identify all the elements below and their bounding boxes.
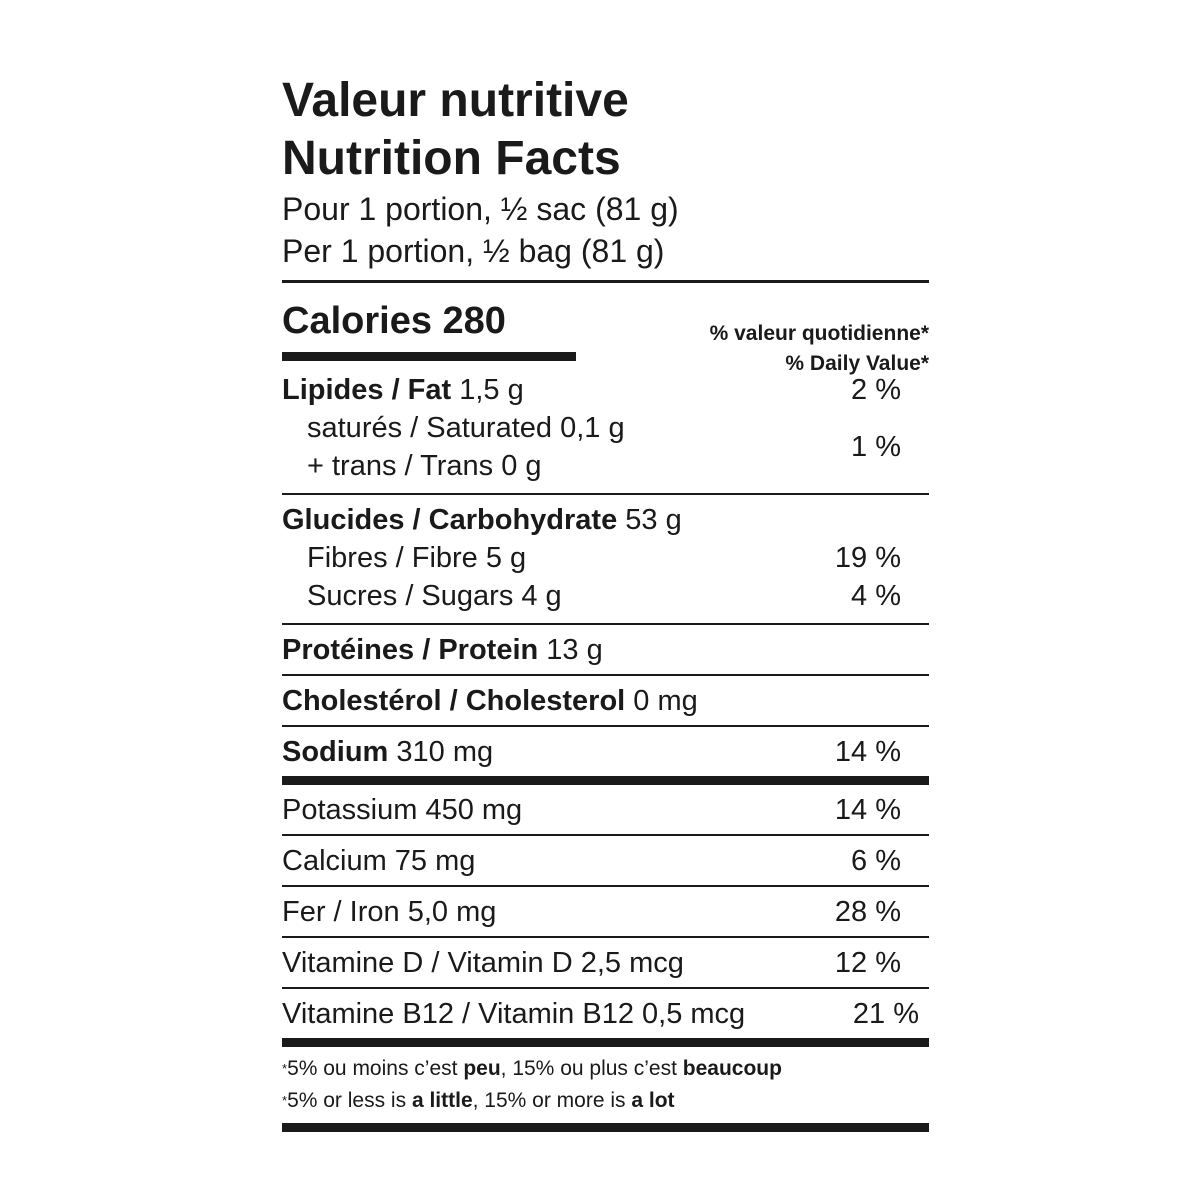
thick-divider-rule (282, 1123, 929, 1132)
footnote-text: , 15% ou plus c’est (500, 1057, 683, 1080)
footnote-star: * (282, 1093, 288, 1108)
footnote-emphasis: beaucoup (682, 1057, 782, 1080)
title-french: Valeur nutritive (282, 74, 629, 127)
mineral-row (282, 989, 929, 1038)
carbohydrate-label: Glucides / Carbohydrate (282, 504, 618, 536)
mineral-row (282, 785, 929, 834)
calories-block (282, 283, 929, 375)
footnote-emphasis: a lot (631, 1089, 675, 1112)
mineral-row (282, 938, 929, 987)
mineral-label: Potassium 450 mg (282, 794, 523, 826)
protein-line (282, 631, 603, 669)
calories-rule (282, 352, 576, 361)
protein-row (282, 625, 929, 674)
footnote-emphasis: peu (463, 1057, 501, 1080)
mineral-row (282, 836, 929, 885)
fat-amount: 1,5 g (459, 374, 524, 406)
footnote-text: 5% or less is (287, 1089, 412, 1112)
serving-size-french: Pour 1 portion, ½ sac (81 g) (282, 191, 679, 227)
trans-row: + trans / Trans 0 g (307, 450, 542, 482)
footnote-french (282, 1053, 929, 1085)
carbohydrate-amount: 53 g (625, 504, 682, 536)
sugars-row (282, 577, 929, 615)
protein-amount: 13 g (546, 634, 603, 666)
footnote-star: * (282, 1061, 288, 1076)
daily-value-header-french: % valeur quotidienne* (709, 322, 929, 345)
mineral-percent: 21 % (852, 998, 919, 1030)
sugars-label: Sucres / Sugars 4 g (307, 580, 562, 612)
fat-section (282, 371, 929, 493)
fat-row (282, 371, 929, 409)
saturated-trans-group (282, 409, 929, 485)
calories-label: Calories 280 (282, 300, 506, 342)
sodium-amount: 310 mg (396, 736, 494, 768)
daily-value-header (710, 319, 929, 379)
thick-divider-rule (282, 776, 929, 785)
nutrition-facts-panel (282, 72, 929, 1132)
cholesterol-row (282, 676, 929, 725)
fibre-row (282, 539, 929, 577)
saturated-row: saturés / Saturated 0,1 g (307, 412, 625, 444)
carbohydrate-row (282, 501, 929, 539)
fat-label: Lipides / Fat (282, 374, 452, 406)
mineral-percent: 6 % (851, 845, 901, 877)
mineral-percent: 28 % (834, 896, 901, 928)
cholesterol-line (282, 682, 698, 720)
sodium-label: Sodium (282, 736, 389, 768)
footnote-emphasis: a little (411, 1089, 473, 1112)
sodium-row (282, 727, 929, 776)
cholesterol-label: Cholestérol / Cholesterol (282, 685, 626, 717)
protein-label: Protéines / Protein (282, 634, 539, 666)
title-english: Nutrition Facts (282, 132, 621, 185)
mineral-percent: 12 % (834, 947, 901, 979)
mineral-label: Calcium 75 mg (282, 845, 476, 877)
fibre-label: Fibres / Fibre 5 g (307, 542, 527, 574)
daily-value-header-english: % Daily Value* (785, 352, 929, 375)
footnote-english (282, 1085, 929, 1117)
mineral-label: Vitamine D / Vitamin D 2,5 mcg (282, 947, 684, 979)
sugars-percent: 4 % (851, 580, 901, 612)
sodium-percent: 14 % (834, 736, 901, 768)
fat-percent: 2 % (851, 374, 901, 406)
cholesterol-amount: 0 mg (633, 685, 698, 717)
mineral-label: Fer / Iron 5,0 mg (282, 896, 497, 928)
saturated-trans-percent: 1 % (851, 431, 901, 463)
fibre-percent: 19 % (834, 542, 901, 574)
carbohydrate-section (282, 495, 929, 623)
mineral-percent: 14 % (834, 794, 901, 826)
sodium-line (282, 733, 493, 771)
footnote-text: 5% ou moins c’est (287, 1057, 464, 1080)
thick-divider-rule (282, 1038, 929, 1047)
footnote (282, 1047, 929, 1123)
mineral-label: Vitamine B12 / Vitamin B12 0,5 mcg (282, 998, 746, 1030)
footnote-text: , 15% or more is (472, 1089, 632, 1112)
mineral-row (282, 887, 929, 936)
serving-size-english: Per 1 portion, ½ bag (81 g) (282, 233, 665, 269)
